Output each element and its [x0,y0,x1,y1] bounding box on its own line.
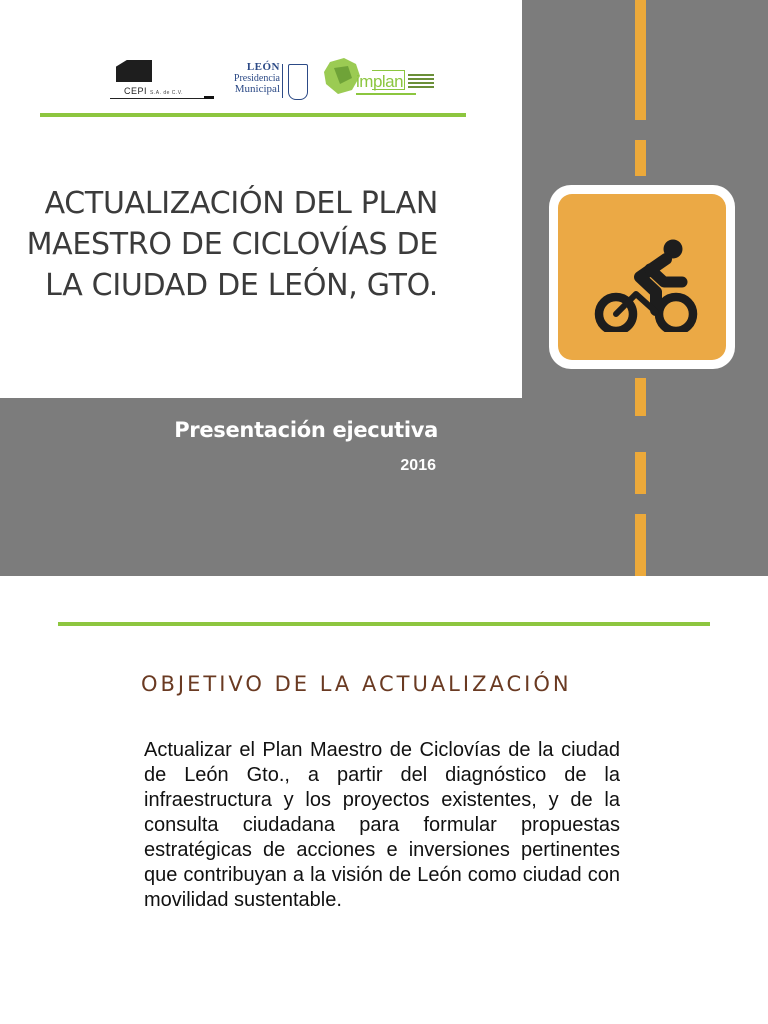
logo-strip [110,52,450,104]
document-year: 2016 [400,457,436,474]
lane-marking [635,140,646,176]
cepi-logo [110,58,216,102]
document-title: ACTUALIZACIÓN DEL PLAN MAESTRO DE CICLOVÍAS DE LA CIUDAD DE LEÓN, GTO. [26,186,438,303]
lane-marking [635,452,646,494]
section-heading: OBJETIVO DE LA ACTUALIZACIÓN [141,672,572,696]
cepi-wordmark [124,86,183,96]
bike-lane-sign [549,185,735,369]
accent-line-top [40,113,466,117]
implan-logo [322,52,440,104]
implan-slogan-line [356,93,416,95]
cepi-mark [204,96,214,99]
lane-marking [635,0,646,120]
implan-tagline-lines [408,74,434,90]
bicycle-icon [586,232,698,332]
cepi-name: CEPI [124,86,148,96]
leon-wordmark [234,62,280,95]
document-subtitle: Presentación ejecutiva [174,418,438,442]
implan-frame [372,70,405,90]
sign-face [558,194,726,360]
leon-subtitle-2: Municipal [234,83,280,95]
coat-of-arms-icon [288,64,308,100]
implan-wordmark: implan [356,72,404,91]
cepi-emblem [116,60,152,82]
cepi-underline [110,98,214,99]
accent-line-section [58,622,710,626]
cepi-subtext: S.A. de C.V. [150,90,184,96]
leon-title: LEÓN [246,61,280,73]
leon-divider [282,64,283,98]
lane-marking [635,514,646,576]
lane-marking [635,378,646,416]
leon-logo [222,62,314,102]
section-body: Actualizar el Plan Maestro de Ciclovías de la ciudad de León Gto., a partir del diagnóstico de la infraestructura y los proyectos existentes, y de la consulta ciudadana para formular propuestas estratégicas de acciones e inversiones pertinentes que contribuyan a la visión de León como ciudad con movilidad sustentable. [144,739,620,911]
leon-subtitle: Presidencia [233,73,280,84]
